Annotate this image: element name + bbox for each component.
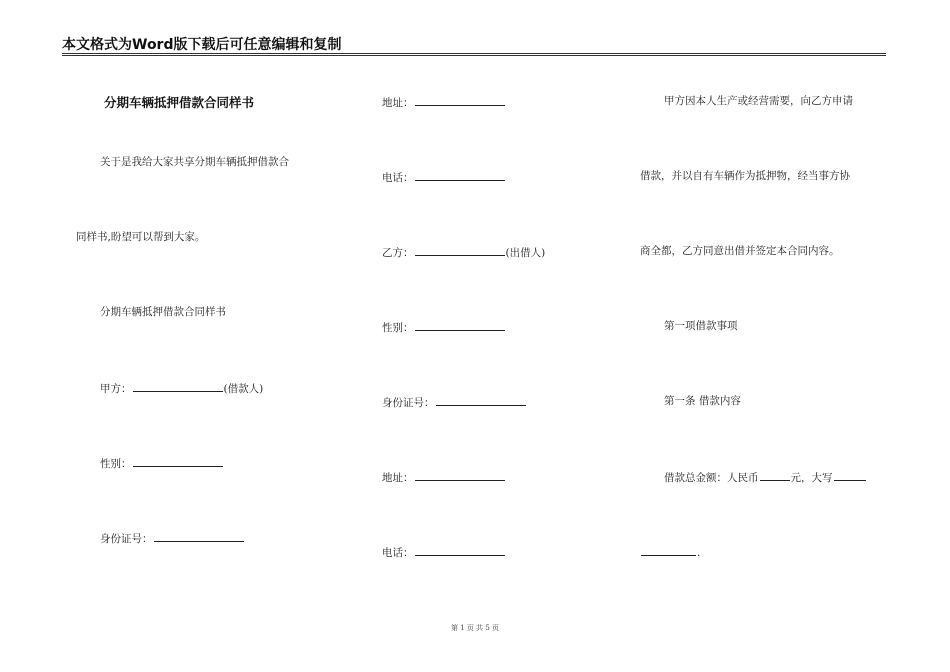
address-blank (415, 469, 505, 481)
phone-label: 电话： (382, 172, 414, 184)
id-label: 身份证号： (382, 397, 435, 409)
party-b-blank (415, 244, 505, 256)
body-paragraph-line-2: 借款，并以自有车辆作为抵押物，经当事方协 (640, 170, 850, 182)
party-b-label: 乙方： (382, 247, 414, 259)
amount-words-blank (834, 469, 866, 481)
amount-end: . (697, 547, 701, 559)
address-label: 地址： (382, 97, 414, 109)
party-a-id-line (100, 530, 245, 546)
party-b-id-line (382, 394, 527, 410)
gender-label: 性别： (100, 458, 132, 470)
phone-label: 电话： (382, 547, 414, 559)
party-b-line (382, 244, 545, 260)
party-a-role: (借款人) (223, 383, 264, 395)
party-a-address-line (382, 94, 506, 110)
body-paragraph-line-1: 甲方因本人生产或经营需要，向乙方申请 (664, 95, 853, 107)
party-a-blank (133, 380, 223, 392)
document-header: 本文格式为Word版下载后可任意编辑和复制 (62, 37, 342, 53)
phone-blank (415, 169, 505, 181)
amount-number-blank (760, 469, 790, 481)
party-a-line (100, 380, 263, 396)
address-label: 地址： (382, 472, 414, 484)
intro-line-2: 同样书,盼望可以帮到大家。 (76, 231, 206, 243)
document-title: 分期车辆抵押借款合同样书 (104, 95, 255, 110)
amount-words-blank-continued (641, 544, 696, 556)
subtitle-line: 分期车辆抵押借款合同样书 (100, 306, 226, 318)
loan-amount-continuation (640, 544, 700, 560)
party-b-phone-line (382, 544, 506, 560)
id-label: 身份证号： (100, 533, 153, 545)
amount-label: 借款总金额：人民币 (664, 472, 759, 484)
party-b-gender-line (382, 319, 506, 335)
gender-label: 性别： (382, 322, 414, 334)
amount-yuan-label: 元，大写 (790, 472, 833, 484)
intro-line-1: 关于是我给大家共享分期车辆抵押借款合 (100, 156, 289, 168)
address-blank (415, 94, 505, 106)
body-paragraph-line-3: 商全都，乙方同意出借并签定本合同内容。 (640, 245, 840, 257)
party-b-address-line (382, 469, 506, 485)
party-a-phone-line (382, 169, 506, 185)
id-blank (154, 530, 244, 542)
article-heading: 第一条 借款内容 (664, 395, 741, 407)
party-b-role: (出借人) (505, 247, 546, 259)
page-number: 第 1 页 共 5 页 (450, 624, 500, 632)
party-a-label: 甲方： (100, 383, 132, 395)
header-rule-secondary (62, 55, 886, 56)
phone-blank (415, 544, 505, 556)
section-heading: 第一项借款事项 (664, 320, 738, 332)
gender-blank (133, 455, 223, 467)
header-rule (62, 53, 886, 54)
id-blank (436, 394, 526, 406)
loan-amount-line (664, 469, 867, 485)
gender-blank (415, 319, 505, 331)
party-a-gender-line (100, 455, 224, 471)
